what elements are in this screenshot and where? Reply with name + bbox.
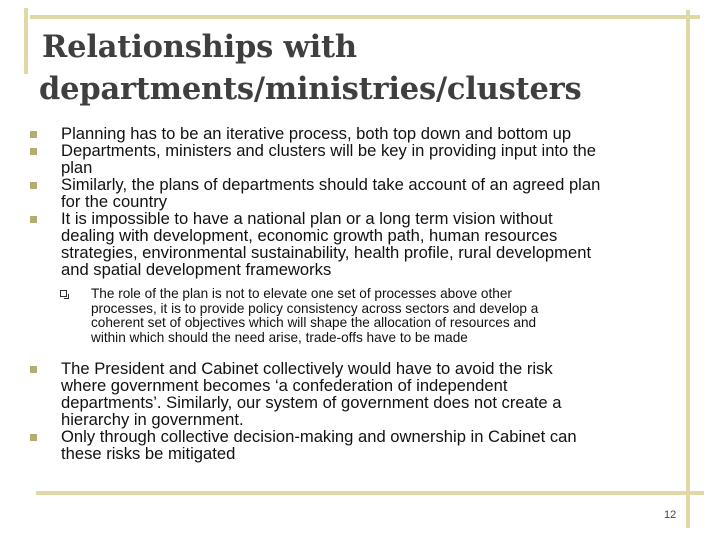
bottom-rule xyxy=(36,491,704,495)
bullet-item xyxy=(30,360,680,428)
title-line: Relationships with xyxy=(42,29,357,65)
square-bullet-icon xyxy=(30,366,37,373)
right-rule xyxy=(686,10,690,528)
bullet-text: It is impossible to have a national plan or a long term vision without dealing with development, economic growth path, human resources strategies, environmental sustainability, health profile, rural development and spatial development frameworks xyxy=(61,209,592,279)
bullet-text: Similarly, the plans of departments should take account of an agreed plan for the country xyxy=(61,175,601,211)
square-bullet-icon xyxy=(30,434,37,441)
bullet-item xyxy=(30,428,680,462)
bullet-text: Only through collective decision-making and ownership in Cabinet can these risks be mitigated xyxy=(61,427,577,463)
top-rule xyxy=(30,15,700,19)
sub-bullet-item xyxy=(30,287,680,345)
bullet-list xyxy=(30,125,680,462)
square-bullet-icon xyxy=(30,182,37,189)
sub-bullet-text: The role of the plan is not to elevate one set of processes above other processes, it is to provide policy consistency across sectors and develop a coherent set of objectives which will shape the allocation of resources and within which should the need arise, trade-offs have to be made xyxy=(91,286,539,345)
square-bullet-icon xyxy=(30,216,37,223)
bullet-item xyxy=(30,125,680,142)
bullet-text: Departments, ministers and clusters will be key in providing input into the plan xyxy=(61,141,596,177)
square-bullet-icon xyxy=(30,148,37,155)
bullet-item xyxy=(30,176,680,210)
bullet-text: The President and Cabinet collectively would have to avoid the risk where government becomes ‘a confederation of independent departments’. Similarly, our system of government does not create a hierarchy in government. xyxy=(61,359,562,429)
bullet-item xyxy=(30,210,680,278)
bullet-text: Planning has to be an iterative process, both top down and bottom up xyxy=(61,124,572,143)
bullet-item xyxy=(30,142,680,176)
left-rule xyxy=(24,8,28,74)
square-bullet-icon xyxy=(30,131,37,138)
slide-title xyxy=(39,26,672,110)
title-line: departments/ministries/clusters xyxy=(39,71,582,107)
hollow-square-bullet-icon xyxy=(60,290,67,297)
slide-number: 12 xyxy=(664,509,677,521)
